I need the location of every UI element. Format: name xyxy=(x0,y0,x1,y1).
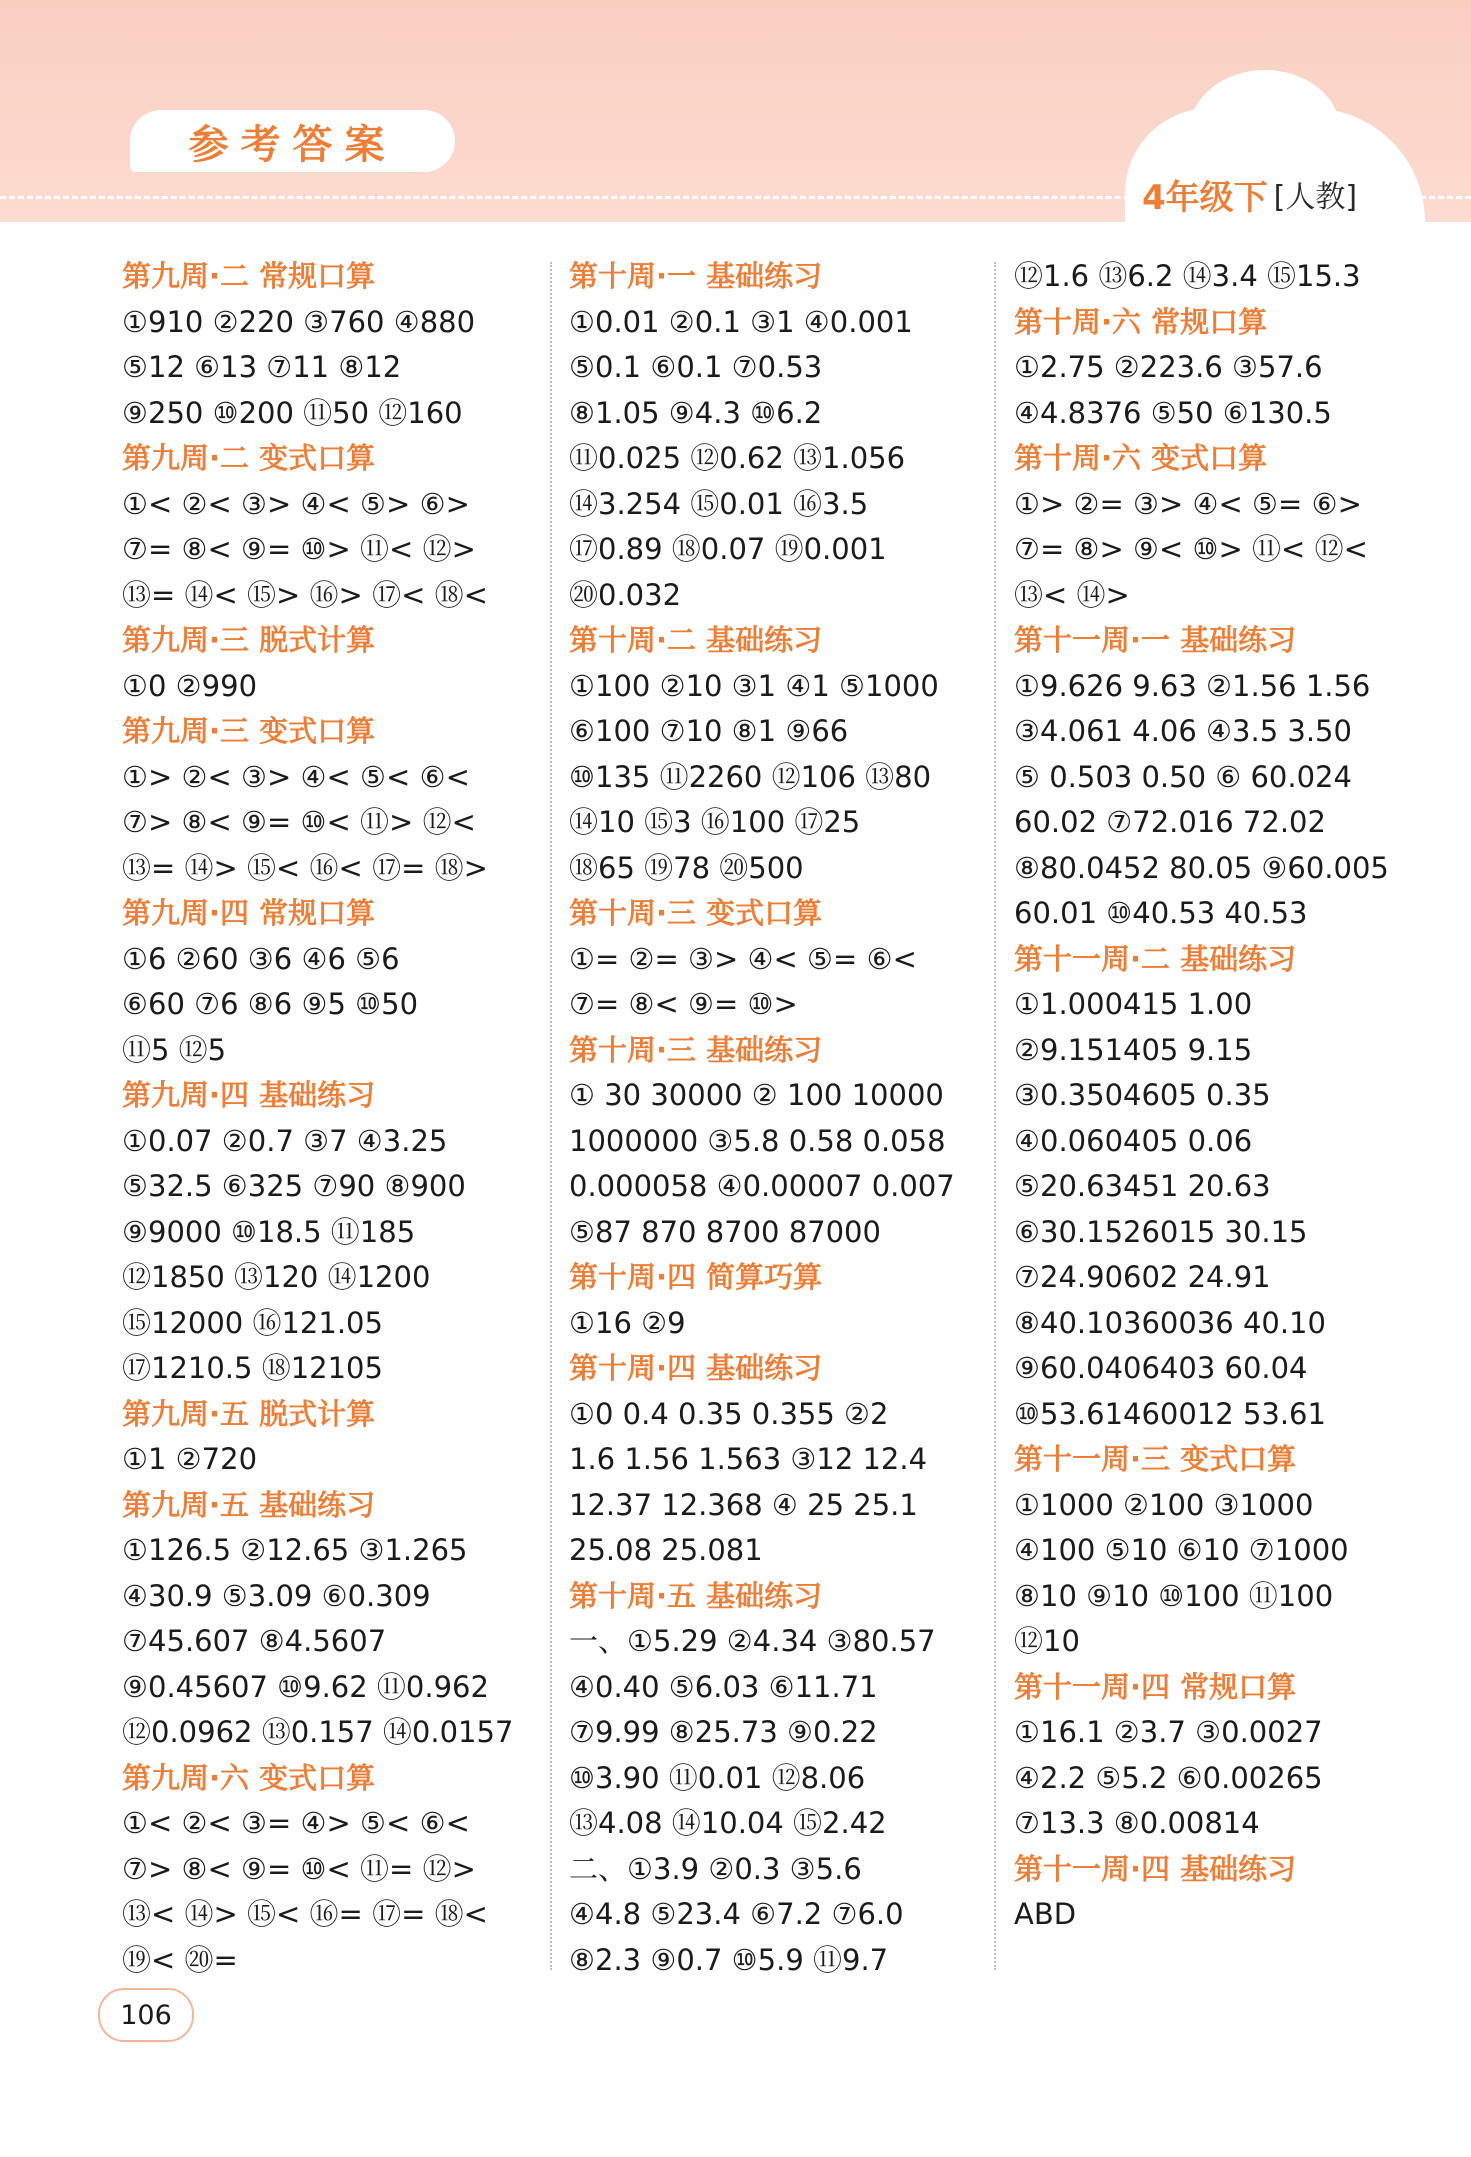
answer-line: ⑨60.0406403 60.04 xyxy=(1014,1351,1308,1385)
answer-line: ① 30 30000 ② 100 10000 xyxy=(569,1078,944,1112)
answer-line: ⑫1.6 ⑬6.2 ⑭3.4 ⑮15.3 xyxy=(1014,259,1361,293)
section-heading: 第十一周·四 常规口算 xyxy=(1014,1669,1297,1704)
answer-line: ④0.060405 0.06 xyxy=(1014,1123,1253,1158)
grade-label xyxy=(1142,170,1357,218)
answer-line: ⑤ 0.503 0.50 ⑥ 60.024 xyxy=(1014,759,1352,794)
answer-tag xyxy=(130,110,455,172)
answer-line: 60.02 ⑦72.016 72.02 xyxy=(1014,805,1326,839)
answer-line: ①126.5 ②12.65 ③1.265 xyxy=(122,1533,468,1567)
answer-line: ⑤20.63451 20.63 xyxy=(1014,1169,1271,1203)
answer-line: ⑫0.0962 ⑬0.157 ⑭0.0157 xyxy=(122,1715,514,1749)
answer-line: ⑨9000 ⑩18.5 ⑪185 xyxy=(122,1214,416,1249)
answer-line: ③0.3504605 0.35 xyxy=(1014,1078,1271,1112)
answer-line: ⑦9.99 ⑧25.73 ⑨0.22 xyxy=(569,1715,878,1749)
answer-line: ④4.8 ⑤23.4 ⑥7.2 ⑦6.0 xyxy=(569,1897,904,1931)
answer-line: ⑥60 ⑦6 ⑧6 ⑨5 ⑩50 xyxy=(122,987,419,1021)
page-number: 106 xyxy=(98,1988,194,2042)
answer-line: ④2.2 ⑤5.2 ⑥0.00265 xyxy=(1014,1760,1323,1795)
section-heading: 第十周·六 变式口算 xyxy=(1014,441,1268,475)
answer-line: ⑰0.89 ⑱0.07 ⑲0.001 xyxy=(569,532,887,566)
answer-line: ⑫10 xyxy=(1014,1624,1080,1658)
section-heading: 第九周·四 基础练习 xyxy=(122,1078,376,1112)
section-heading: 第九周·二 变式口算 xyxy=(122,441,376,475)
answer-line: ⑦45.607 ⑧4.5607 xyxy=(122,1624,387,1658)
column-divider xyxy=(550,262,552,1970)
section-heading: 第九周·三 脱式计算 xyxy=(122,623,376,657)
answer-line: ⑬4.08 ⑭10.04 ⑮2.42 xyxy=(569,1806,887,1840)
answer-line: ①2.75 ②223.6 ③57.6 xyxy=(1014,350,1323,384)
answer-line: ⑰1210.5 ⑱12105 xyxy=(122,1351,383,1385)
answer-line: ⑦13.3 ⑧0.00814 xyxy=(1014,1806,1260,1840)
answer-line: ③4.061 4.06 ④3.5 3.50 xyxy=(1014,714,1352,748)
answer-line: ⑪5 ⑫5 xyxy=(122,1032,227,1067)
section-heading: 第十周·四 简算巧算 xyxy=(569,1260,823,1294)
section-heading: 第十周·四 基础练习 xyxy=(569,1351,823,1385)
answer-line: ⑦> ⑧< ⑨= ⑩< ⑪= ⑫> xyxy=(122,1851,476,1886)
section-heading: 第十周·二 基础练习 xyxy=(569,623,823,657)
answer-line: ①9.626 9.63 ②1.56 1.56 xyxy=(1014,668,1371,703)
answer-line: ④100 ⑤10 ⑥10 ⑦1000 xyxy=(1014,1533,1349,1567)
answer-column-2 xyxy=(569,254,989,1983)
column-divider xyxy=(994,262,996,1970)
answer-line: ①> ②= ③> ④< ⑤= ⑥> xyxy=(1014,486,1362,521)
answer-line: ⑤0.1 ⑥0.1 ⑦0.53 xyxy=(569,350,823,384)
answer-column-3 xyxy=(1014,254,1454,1938)
answer-line: ⑮12000 ⑯121.05 xyxy=(122,1305,383,1340)
section-heading: 第九周·四 常规口算 xyxy=(122,896,376,930)
section-heading: 第十周·三 基础练习 xyxy=(569,1032,823,1067)
answer-line: ④0.40 ⑤6.03 ⑥11.71 xyxy=(569,1669,878,1704)
answer-line: ⑥30.1526015 30.15 xyxy=(1014,1214,1308,1249)
answer-column-1 xyxy=(122,254,542,1983)
answer-line: ④30.9 ⑤3.09 ⑥0.309 xyxy=(122,1578,431,1613)
answer-line: ①= ②= ③> ④< ⑤= ⑥< xyxy=(569,941,917,976)
answer-line: ①> ②< ③> ④< ⑤< ⑥< xyxy=(122,759,470,794)
answer-line: ①100 ②10 ③1 ④1 ⑤1000 xyxy=(569,668,939,703)
section-heading: 第十一周·四 基础练习 xyxy=(1014,1851,1297,1886)
answer-line: ⑳0.032 xyxy=(569,577,682,612)
section-heading: 第九周·二 常规口算 xyxy=(122,259,376,293)
section-heading: 第十一周·一 基础练习 xyxy=(1014,623,1297,657)
answer-line: ①< ②< ③= ④> ⑤< ⑥< xyxy=(122,1806,470,1840)
answer-line: ①6 ②60 ③6 ④6 ⑤6 xyxy=(122,941,400,976)
answer-line: ①0.07 ②0.7 ③7 ④3.25 xyxy=(122,1123,448,1158)
answer-line: 60.01 ⑩40.53 40.53 xyxy=(1014,896,1308,930)
answer-line: 1000000 ③5.8 0.58 0.058 xyxy=(569,1123,946,1158)
answer-line: ⑨0.45607 ⑩9.62 ⑪0.962 xyxy=(122,1669,489,1704)
answer-line: ⑭3.254 ⑮0.01 ⑯3.5 xyxy=(569,486,869,521)
section-heading: 第九周·六 变式口算 xyxy=(122,1760,376,1795)
answer-line: ⑤87 870 8700 87000 xyxy=(569,1214,881,1249)
section-heading: 第十周·一 基础练习 xyxy=(569,259,823,293)
answer-line: ①910 ②220 ③760 ④880 xyxy=(122,304,476,339)
answer-line: ④4.8376 ⑤50 ⑥130.5 xyxy=(1014,395,1332,430)
section-heading: 第十周·三 变式口算 xyxy=(569,896,823,930)
answer-line: ⑩135 ⑪2260 ⑫106 ⑬80 xyxy=(569,759,932,794)
answer-line: ①16 ②9 xyxy=(569,1305,686,1340)
answer-line: ⑲< ⑳= xyxy=(122,1942,238,1977)
answer-line: ①0 0.4 0.35 0.355 ②2 xyxy=(569,1396,889,1431)
answer-line: ①< ②< ③> ④< ⑤> ⑥> xyxy=(122,486,470,521)
answer-line: 25.08 25.081 xyxy=(569,1533,763,1567)
edition-text: [人教] xyxy=(1273,180,1358,215)
answer-line: ⑱65 ⑲78 ⑳500 xyxy=(569,850,804,885)
answer-line: ⑥100 ⑦10 ⑧1 ⑨66 xyxy=(569,714,849,748)
answer-line: ①16.1 ②3.7 ③0.0027 xyxy=(1014,1715,1323,1749)
answer-line: ①0 ②990 xyxy=(122,668,258,703)
answer-line: ⑦= ⑧< ⑨= ⑩> ⑪< ⑫> xyxy=(122,532,476,566)
answer-line: ⑭10 ⑮3 ⑯100 ⑰25 xyxy=(569,805,861,839)
answer-line: ⑩53.61460012 53.61 xyxy=(1014,1396,1326,1431)
answer-line: ①1.000415 1.00 xyxy=(1014,987,1253,1021)
answer-line: ABD xyxy=(1014,1897,1077,1931)
answer-tag-label: 参考答案 xyxy=(188,121,397,168)
answer-line: 12.37 12.368 ④ 25 25.1 xyxy=(569,1487,918,1522)
answer-line: ⑧1.05 ⑨4.3 ⑩6.2 xyxy=(569,395,823,430)
answer-line: 1.6 1.56 1.563 ③12 12.4 xyxy=(569,1442,928,1476)
answer-line: 0.000058 ④0.00007 0.007 xyxy=(569,1169,955,1203)
answer-line: ①0.01 ②0.1 ③1 ④0.001 xyxy=(569,304,913,339)
answer-line: 一、①5.29 ②4.34 ③80.57 xyxy=(569,1624,936,1658)
answer-line: ①1 ②720 xyxy=(122,1442,258,1476)
section-heading: 第九周·三 变式口算 xyxy=(122,714,376,748)
answer-line: ⑬= ⑭< ⑮> ⑯> ⑰< ⑱< xyxy=(122,577,488,612)
answer-line: ⑤12 ⑥13 ⑦11 ⑧12 xyxy=(122,350,402,384)
answer-line: ⑧10 ⑨10 ⑩100 ⑪100 xyxy=(1014,1578,1334,1613)
answer-line: ⑤32.5 ⑥325 ⑦90 ⑧900 xyxy=(122,1169,466,1203)
section-heading: 第十一周·二 基础练习 xyxy=(1014,941,1297,976)
answer-line: ⑬< ⑭> xyxy=(1014,577,1130,612)
answer-line: ②9.151405 9.15 xyxy=(1014,1032,1253,1067)
answer-line: ⑦= ⑧> ⑨< ⑩> ⑪< ⑫< xyxy=(1014,532,1368,566)
grade-text: 4年级下 xyxy=(1142,177,1268,218)
answer-line: ⑬< ⑭> ⑮< ⑯= ⑰= ⑱< xyxy=(122,1897,488,1931)
answer-line: ⑦= ⑧< ⑨= ⑩> xyxy=(569,987,798,1021)
answer-line: ⑧80.0452 80.05 ⑨60.005 xyxy=(1014,850,1389,885)
answer-line: ⑦24.90602 24.91 xyxy=(1014,1260,1271,1294)
answer-line: ⑬= ⑭> ⑮< ⑯< ⑰= ⑱> xyxy=(122,850,488,885)
answer-line: 二、①3.9 ②0.3 ③5.6 xyxy=(569,1851,862,1886)
answer-line: ⑫1850 ⑬120 ⑭1200 xyxy=(122,1260,431,1294)
section-heading: 第十一周·三 变式口算 xyxy=(1014,1442,1297,1476)
section-heading: 第九周·五 脱式计算 xyxy=(122,1396,376,1431)
answer-line: ⑧40.10360036 40.10 xyxy=(1014,1305,1326,1340)
answer-line: ⑩3.90 ⑪0.01 ⑫8.06 xyxy=(569,1760,866,1795)
answer-line: ⑪0.025 ⑫0.62 ⑬1.056 xyxy=(569,441,906,475)
section-heading: 第十周·六 常规口算 xyxy=(1014,304,1268,339)
answer-line: ⑨250 ⑩200 ⑪50 ⑫160 xyxy=(122,395,463,430)
answer-line: ⑦> ⑧< ⑨= ⑩< ⑪> ⑫< xyxy=(122,805,476,839)
section-heading: 第九周·五 基础练习 xyxy=(122,1487,376,1522)
answer-line: ⑧2.3 ⑨0.7 ⑩5.9 ⑪9.7 xyxy=(569,1942,889,1977)
section-heading: 第十周·五 基础练习 xyxy=(569,1578,823,1613)
answer-line: ①1000 ②100 ③1000 xyxy=(1014,1487,1314,1522)
